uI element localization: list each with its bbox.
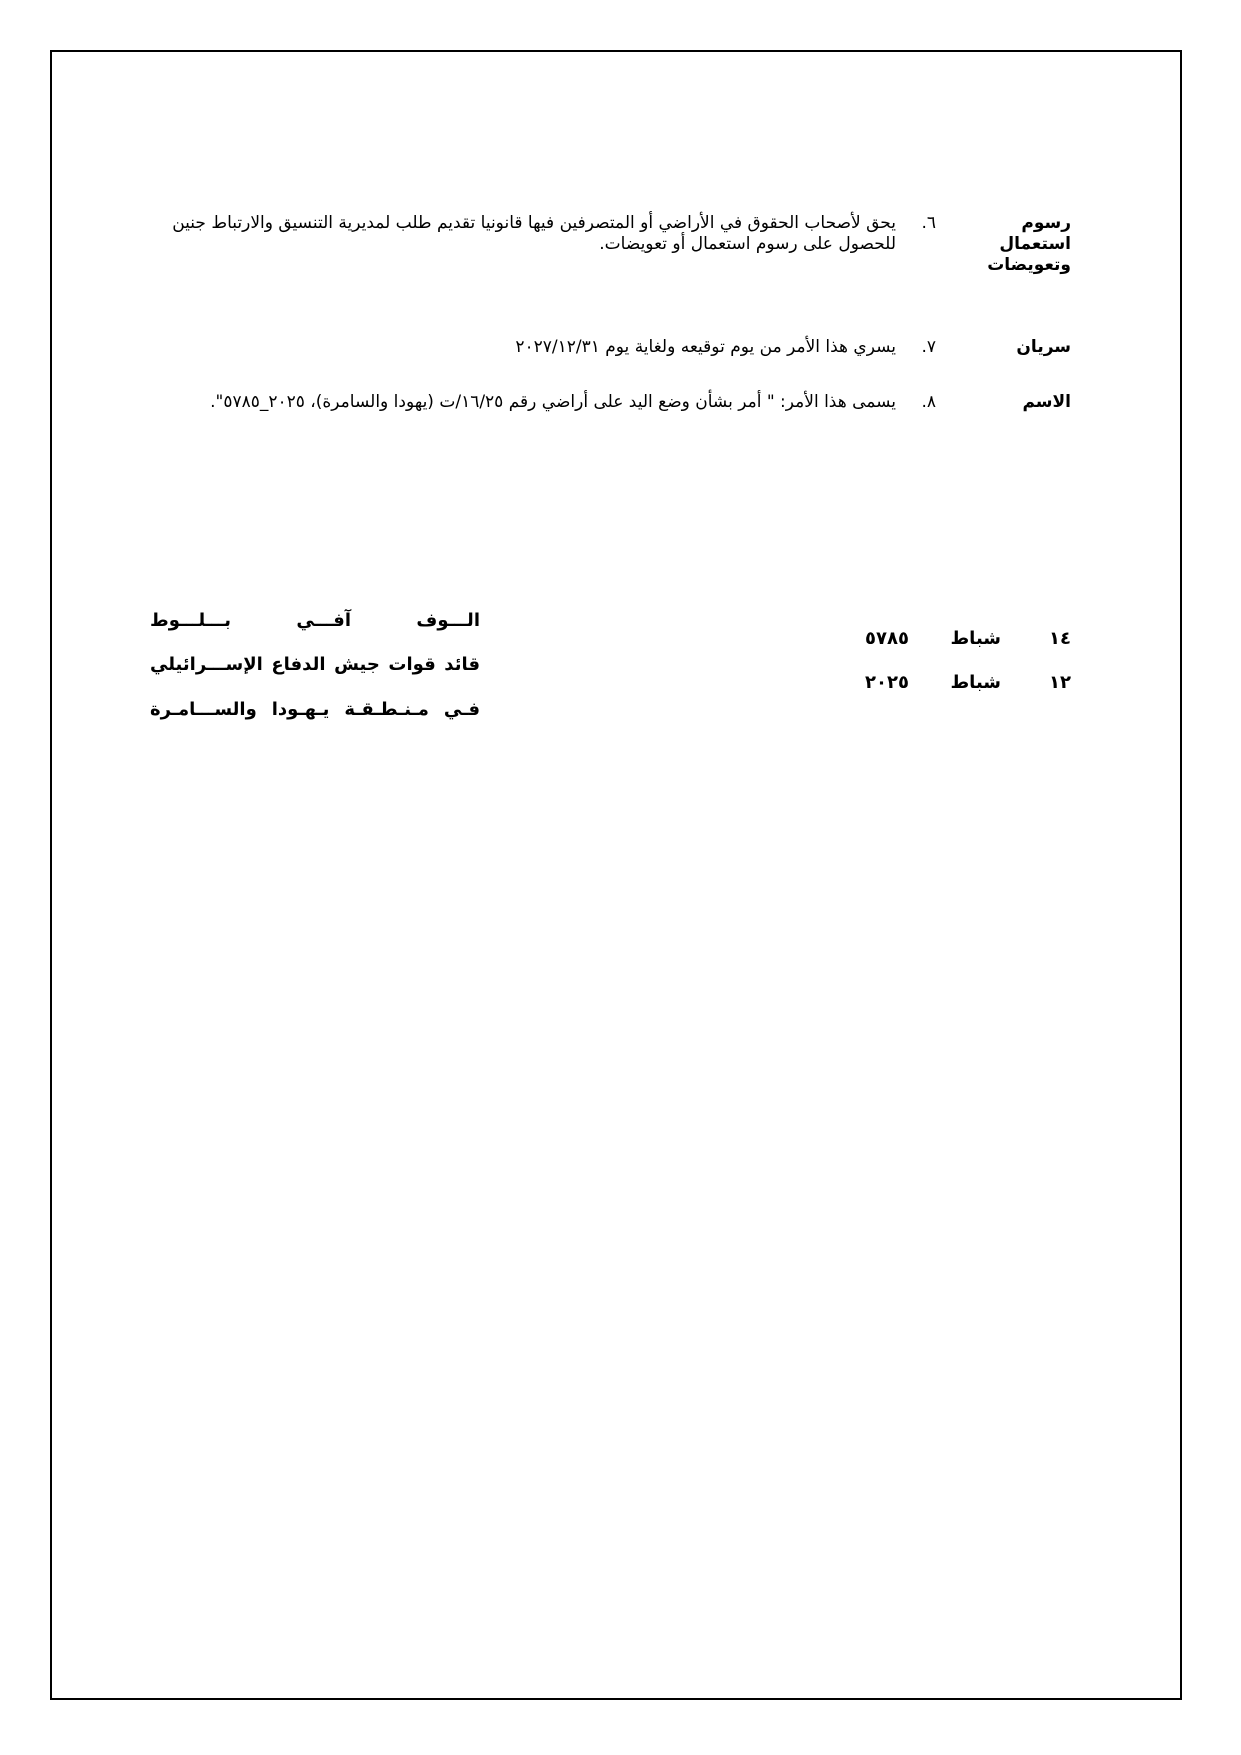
date-month: شباط xyxy=(950,628,1001,649)
clause-text: يحق لأصحاب الحقوق في الأراضي أو المتصرفين فيها قانونيا تقديم طلب لمديرية التنسيق والارتباط جنين للحصول على رسوم استعمال أو تعويضات. xyxy=(172,213,896,254)
clause-number: ٧. xyxy=(921,337,936,357)
clause-text: يسري هذا الأمر من يوم توقيعه ولغاية يوم ٢٠٢٧/١٢/٣١ xyxy=(515,337,896,357)
clause-heading: الاسم xyxy=(1022,392,1071,412)
signatory-name: الـــوف آفـــي بـــلـــوط xyxy=(150,610,480,631)
clause-text: يسمى هذا الأمر: " أمر بشأن وضع اليد على أراضي رقم ١٦/٢٥/ت (يهودا والسامرة)، ٢٠٢٥_٥٧٨٥". xyxy=(210,392,896,412)
date-day: ١٤ xyxy=(1049,628,1071,649)
date-month: شباط xyxy=(950,672,1001,693)
date-year: ٥٧٨٥ xyxy=(865,628,909,649)
signatory-title: قائد قوات جيش الدفاع الإســـرائيلي xyxy=(150,654,480,675)
clause-heading: سريان xyxy=(1016,337,1071,357)
clause-number: ٨. xyxy=(921,392,936,412)
clause-number: ٦. xyxy=(921,213,936,233)
page-border xyxy=(50,50,1182,1700)
signatory-region: فـي مـنـطـقـة يـهـودا والســـامـرة xyxy=(150,699,480,720)
clause-heading: رسوم استعمال وتعويضات xyxy=(987,213,1071,275)
date-day: ١٢ xyxy=(1049,672,1071,693)
date-year: ٢٠٢٥ xyxy=(865,672,909,693)
